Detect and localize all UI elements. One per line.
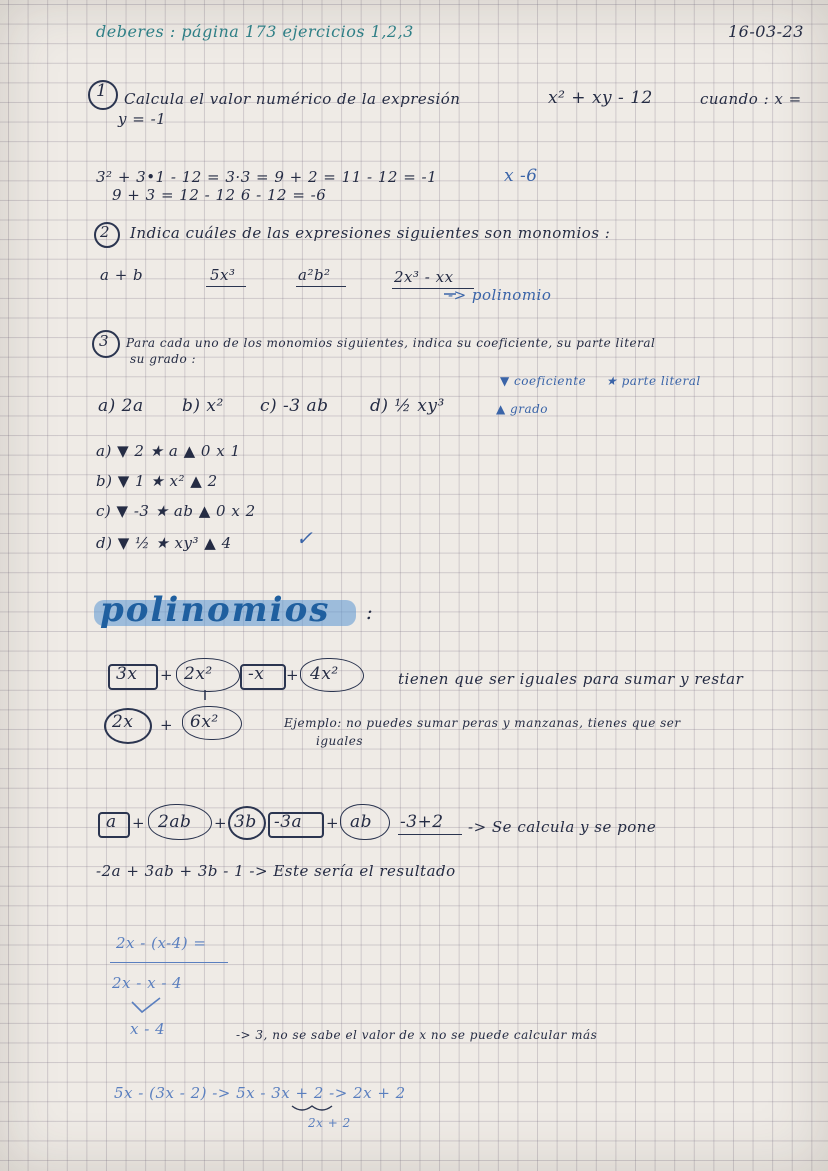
row3-term-6: -3+2 [400,812,444,832]
exercise-1-number: 1 [96,81,108,101]
row3-plus-1: + [132,814,146,832]
exercise-3-answer-c: c) ▼ -3 ★ ab ▲ 0 x 2 [96,502,256,520]
row2-term-2: 6x² [190,712,219,732]
page-header-date: 16-03-23 [728,22,804,41]
row8-subresult: 2x + 2 [308,1116,351,1130]
row8-expression: 5x - (3x - 2) -> 5x - 3x + 2 -> 2x + 2 [114,1084,406,1102]
row6-to-row7-check [132,998,160,1012]
row1-plus-2: + [286,666,300,684]
exercise-3-answer-d: d) ▼ ½ ★ xy³ ▲ 4 [96,534,232,552]
row1-term-3: -x [248,664,265,684]
row7-note: -> 3, no se sabe el valor de x no se puede calcular más [236,1028,598,1042]
exercise-1-correction: x -6 [504,166,538,186]
exercise-1-statement-line2: y = -1 [118,110,167,128]
exercise-3-item-b: b) x² [182,396,224,416]
row3-plus-2: + [214,814,228,832]
row3-term-1: a [106,812,117,832]
row8-brace [292,1106,332,1110]
exercise-2-note: -> polinomio [448,286,552,304]
row3-term-5: ab [350,812,373,832]
exercise-3-statement-line1: Para cada uno de los monomios siguientes, indica su coeficiente, su parte literal [126,336,656,350]
exercise-3-statement-line2: su grado : [130,352,197,366]
exercise-2-number: 2 [100,223,111,241]
exercise-3-legend-grado: ▲ grado [496,402,549,416]
exercise-2-item-4: 2x³ - xx [394,268,454,286]
polinomios-title: polinomios [100,590,331,630]
row1-term-1: 3x [116,664,138,684]
exercise-3-legend-parte-literal: ★ parte literal [606,374,701,388]
exercise-1-statement: Calcula el valor numérico de la expresión [124,90,461,108]
polinomios-title-colon: : [366,600,374,624]
exercise-1-expression: x² + xy - 12 [548,88,653,108]
exercise-3-item-d: d) ½ xy³ [370,396,445,416]
exercise-1-when: cuando : x = [700,90,802,108]
exercise-3-legend-coeficiente: ▼ coeficiente [500,374,587,388]
row3-plus-3: + [326,814,340,832]
row1-term-4: 4x² [310,664,339,684]
row3-term-4: -3a [274,812,303,832]
row4-result: -2a + 3ab + 3b - 1 -> Este sería el resultado [96,862,456,880]
row3-term-3: 3b [234,812,257,832]
row3-term-2: 2ab [158,812,192,832]
page-header-title: deberes : página 173 ejercicios 1,2,3 [96,22,414,41]
exercise-3-item-a: a) 2a [98,396,144,416]
row1-note: tienen que ser iguales para sumar y restar [398,670,744,688]
exercise-2-item-2: 5x³ [210,266,236,284]
exercise-1-work-line1: 3² + 3•1 - 12 = 3·3 = 9 + 2 = 11 - 12 = -1 [96,168,438,186]
exercise-2-item-1: a + b [100,266,144,284]
row2-plus: + [160,716,174,734]
row2-term-1: 2x [112,712,134,732]
exercise-3-check-mark: ✓ [296,526,314,550]
exercise-3-item-c: c) -3 ab [260,396,329,416]
row5-expression: 2x - (x-4) = [116,934,207,952]
exercise-3-answer-a: a) ▼ 2 ★ a ▲ 0 x 1 [96,442,241,460]
row2-note-line2: iguales [316,734,363,748]
exercise-2-item-3: a²b² [298,266,331,284]
row7-expression: x - 4 [130,1020,166,1038]
exercise-1-work-line2: 9 + 3 = 12 - 12 6 - 12 = -6 [112,186,327,204]
exercise-3-number: 3 [99,332,110,350]
exercise-2-statement: Indica cuáles de las expresiones siguientes son monomios : [130,224,611,242]
row3-note: -> Se calcula y se pone [468,818,657,836]
row2-note: Ejemplo: no puedes sumar peras y manzanas, tienes que ser [284,716,681,730]
row1-plus-1: + [160,666,174,684]
exercise-3-answer-b: b) ▼ 1 ★ x² ▲ 2 [96,472,218,490]
row1-term-2: 2x² [184,664,213,684]
row6-expression: 2x - x - 4 [112,974,183,992]
